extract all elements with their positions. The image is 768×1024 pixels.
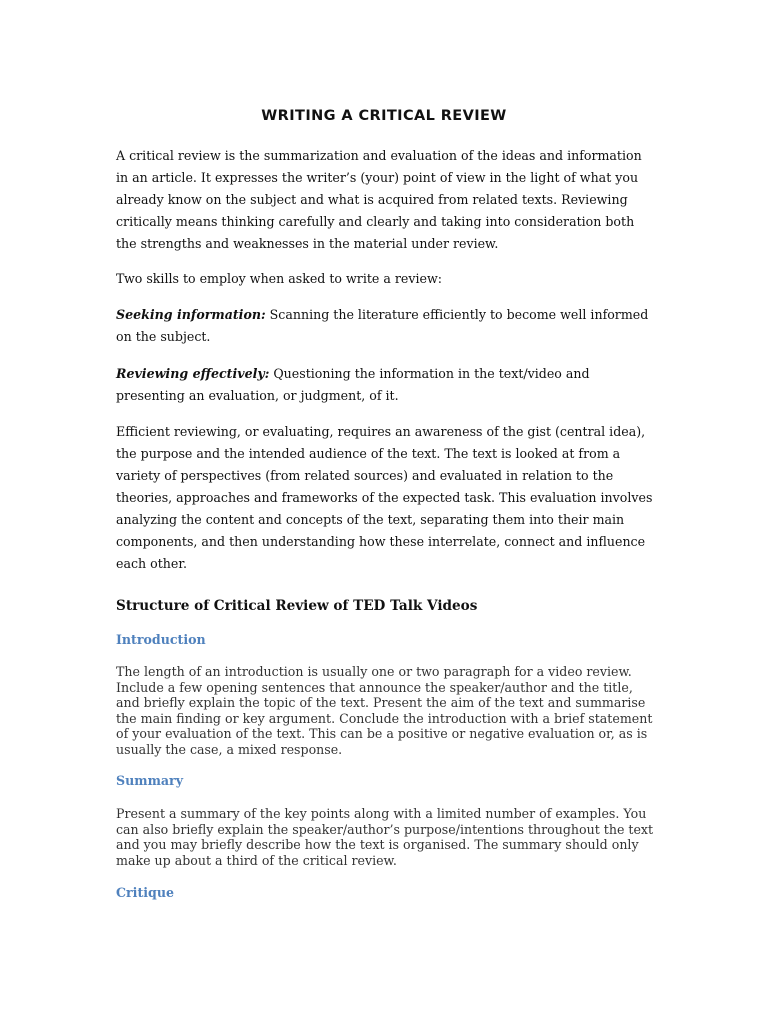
section-heading-introduction: Introduction bbox=[116, 632, 206, 647]
skills-intro: Two skills to employ when asked to write a review: bbox=[116, 271, 442, 286]
section-text-summary: Present a summary of the key points along with a limited number of examples. You can also briefly explain the speaker/author’s purpose/intentions throughout the text and you may briefly describe how the text is organised. The summary should only make up about a third of the critical review. bbox=[116, 806, 654, 868]
page-title: WRITING A CRITICAL REVIEW bbox=[261, 108, 507, 124]
efficient-reviewing-paragraph: Efficient reviewing, or evaluating, requires an awareness of the gist (central idea), the purpose and the intended audience of the text. The text is looked at from a variety of perspectives (from related sources) and evaluated in relation to the theories, approaches and frameworks of the expected task. This evaluation involves analyzing the content and concepts of the text, separating them into their main components, and then understanding how these interrelate, connect and influence each other. bbox=[116, 424, 653, 571]
section-text-introduction: The length of an introduction is usually one or two paragraph for a video review. Include a few opening sentences that announce the speaker/author and the title, and briefly explain the topic of the text. Present the aim of the text and summarise the main finding or key argument. Conclude the introduction with a brief statement of your evaluation of the text. This can be a positive or negative evaluation or, as is usually the case, a mixed response. bbox=[116, 664, 653, 757]
section-heading-summary: Summary bbox=[116, 773, 184, 788]
skill-label: Seeking information: bbox=[116, 307, 266, 322]
skill-text: Scanning the literature efficiently to become well informed on the subject. bbox=[116, 307, 649, 344]
skill-reviewing-effectively bbox=[116, 363, 656, 407]
skill-label: Reviewing effectively: bbox=[116, 366, 270, 381]
intro-paragraph: A critical review is the summarization and evaluation of the ideas and information in an article. It expresses the writer’s (your) point of view in the light of what you already know on the subject and what is acquired from related texts. Reviewing critically means thinking carefully and clearly and taking into consideration both the strengths and weaknesses in the material under review. bbox=[116, 148, 642, 251]
section-heading-critique: Critique bbox=[116, 885, 175, 900]
skill-text: Questioning the information in the text/video and presenting an evaluation, or judgment, of it. bbox=[116, 366, 590, 403]
skill-seeking-information bbox=[116, 304, 656, 348]
structure-heading: Structure of Critical Review of TED Talk Videos bbox=[116, 598, 478, 614]
